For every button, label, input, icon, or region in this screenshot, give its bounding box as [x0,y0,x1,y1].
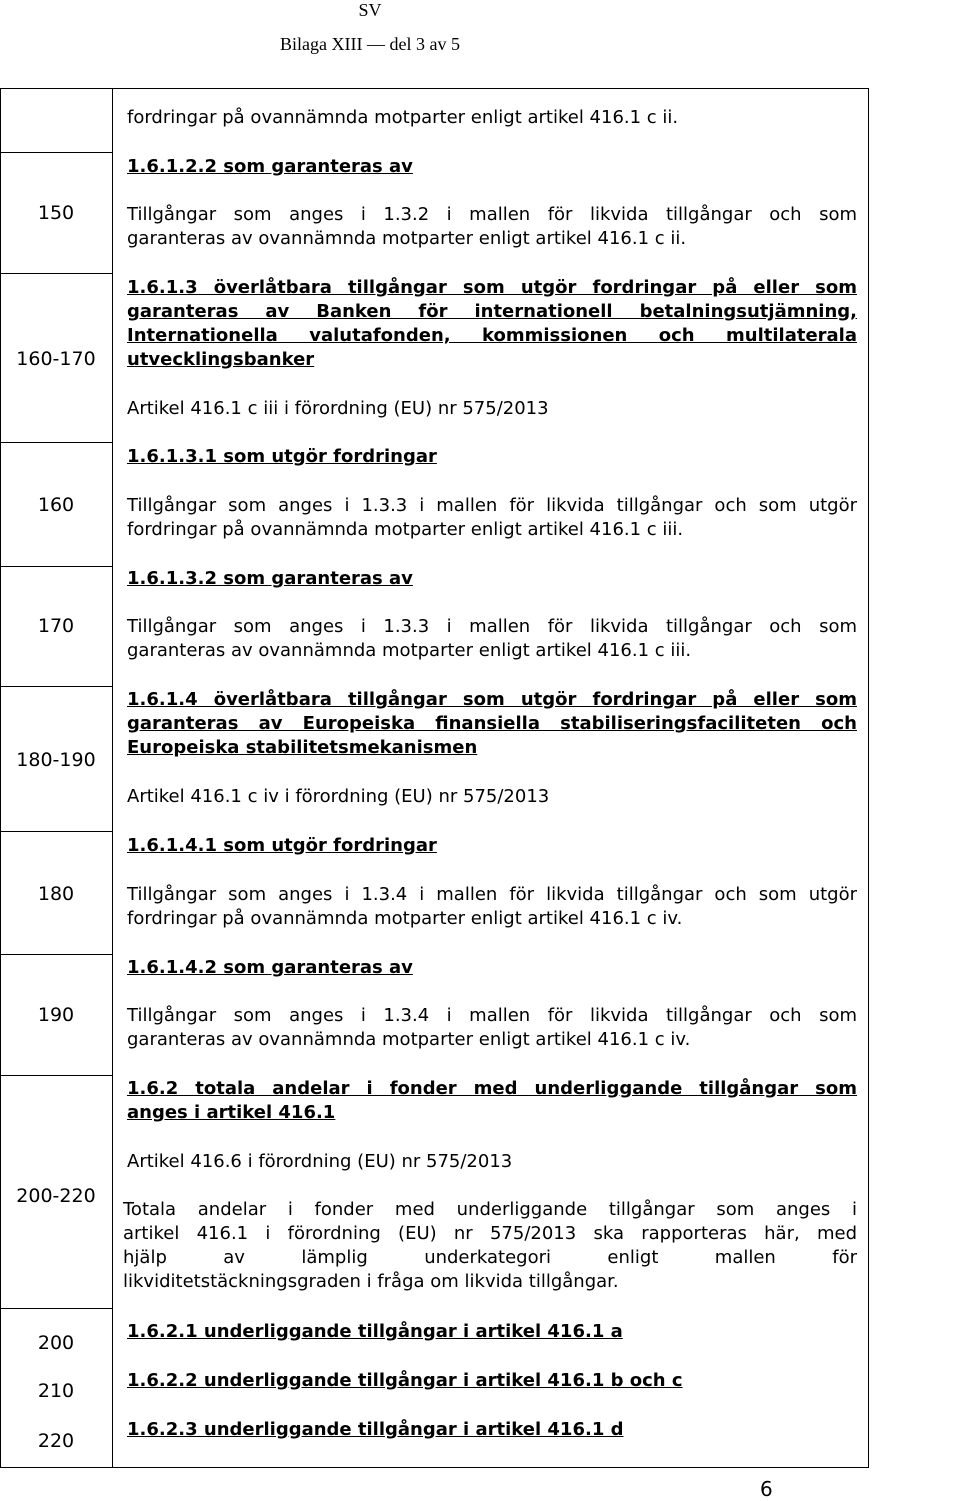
row-separator [0,273,113,274]
row-separator [0,566,113,567]
text-line: artikel 416.1 i förordning (EU) nr 575/2013 ska rapporteras här, med [123,1223,857,1244]
section-heading: 1.6.2.2 underliggande tillgångar i artikel 416.1 b och c [127,1370,683,1391]
table-right-border [868,88,869,1468]
text-line: Tillgångar som anges i 1.3.4 i mallen för likvida tillgångar och som [127,1005,857,1026]
text-line: likviditetstäckningsgraden i fråga om likvida tillgångar. [123,1271,619,1292]
table-column-divider [112,88,113,1468]
text-line: Totala andelar i fonder med underliggande tillgångar som anges i [123,1199,857,1220]
table-bottom-border [0,1467,869,1468]
article-reference: Artikel 416.6 i förordning (EU) nr 575/2013 [127,1151,513,1172]
text-line: Tillgångar som anges i 1.3.4 i mallen för likvida tillgångar och som utgör [127,884,857,905]
section-heading: 1.6.2 totala andelar i fonder med underliggande tillgångar som [127,1078,857,1099]
text-line: fordringar på ovannämnda motparter enligt artikel 416.1 c iv. [127,908,683,929]
text-line: fordringar på ovannämnda motparter enligt artikel 416.1 c iii. [127,519,684,540]
row-number: 180-190 [16,749,96,771]
row-number: 160 [37,494,75,516]
row-number: 220 [37,1430,75,1452]
row-separator [0,831,113,832]
text-line: hjälp av lämplig underkategori enligt mallen för [123,1247,857,1268]
section-heading: 1.6.1.3.2 som garanteras av [127,568,413,589]
row-number: 190 [37,1004,75,1026]
table-top-border [0,88,869,89]
row-number: 210 [37,1380,75,1402]
row-number: 160-170 [16,348,96,370]
section-heading: Europeiska stabilitetsmekanismen [127,737,478,758]
section-heading: garanteras av Banken för internationell betalningsutjämning, [127,301,857,322]
section-heading: 1.6.1.4 överlåtbara tillgångar som utgör fordringar på eller som [127,689,857,710]
text-line: fordringar på ovannämnda motparter enligt artikel 416.1 c ii. [127,107,679,128]
language-code: SV [358,0,382,20]
row-separator [0,1075,113,1076]
text-line: garanteras av ovannämnda motparter enligt artikel 416.1 c iii. [127,640,692,661]
table-left-border [0,88,1,1468]
section-heading: garanteras av Europeiska finansiella stabiliseringsfaciliteten och [127,713,857,734]
section-heading: anges i artikel 416.1 [127,1102,336,1123]
row-separator [0,152,113,153]
row-number: 150 [37,202,75,224]
text-line: Tillgångar som anges i 1.3.2 i mallen för likvida tillgångar och som [127,204,857,225]
row-separator [0,1308,113,1309]
row-number: 200-220 [16,1185,96,1207]
page-number: 6 [760,1477,773,1501]
section-heading: 1.6.1.3.1 som utgör fordringar [127,446,437,467]
text-line: Tillgångar som anges i 1.3.3 i mallen för likvida tillgångar och som [127,616,857,637]
text-line: Tillgångar som anges i 1.3.3 i mallen för likvida tillgångar och som utgör [127,495,857,516]
section-heading: 1.6.2.3 underliggande tillgångar i artikel 416.1 d [127,1419,624,1440]
article-reference: Artikel 416.1 c iv i förordning (EU) nr 575/2013 [127,786,550,807]
row-number: 180 [37,883,75,905]
section-heading: 1.6.2.1 underliggande tillgångar i artikel 416.1 a [127,1321,623,1342]
section-heading: 1.6.1.3 överlåtbara tillgångar som utgör fordringar på eller som [127,277,857,298]
section-heading: utvecklingsbanker [127,349,315,370]
text-line: garanteras av ovannämnda motparter enligt artikel 416.1 c ii. [127,228,687,249]
row-separator [0,954,113,955]
annex-heading: Bilaga XIII — del 3 av 5 [280,34,460,54]
section-heading: 1.6.1.4.2 som garanteras av [127,957,413,978]
section-heading: Internationella valutafonden, kommissionen och multilaterala [127,325,857,346]
section-heading: 1.6.1.2.2 som garanteras av [127,156,413,177]
section-heading: 1.6.1.4.1 som utgör fordringar [127,835,437,856]
row-separator [0,686,113,687]
article-reference: Artikel 416.1 c iii i förordning (EU) nr 575/2013 [127,398,549,419]
row-number: 200 [37,1332,75,1354]
text-line: garanteras av ovannämnda motparter enligt artikel 416.1 c iv. [127,1029,691,1050]
row-number: 170 [37,615,75,637]
row-separator [0,442,113,443]
